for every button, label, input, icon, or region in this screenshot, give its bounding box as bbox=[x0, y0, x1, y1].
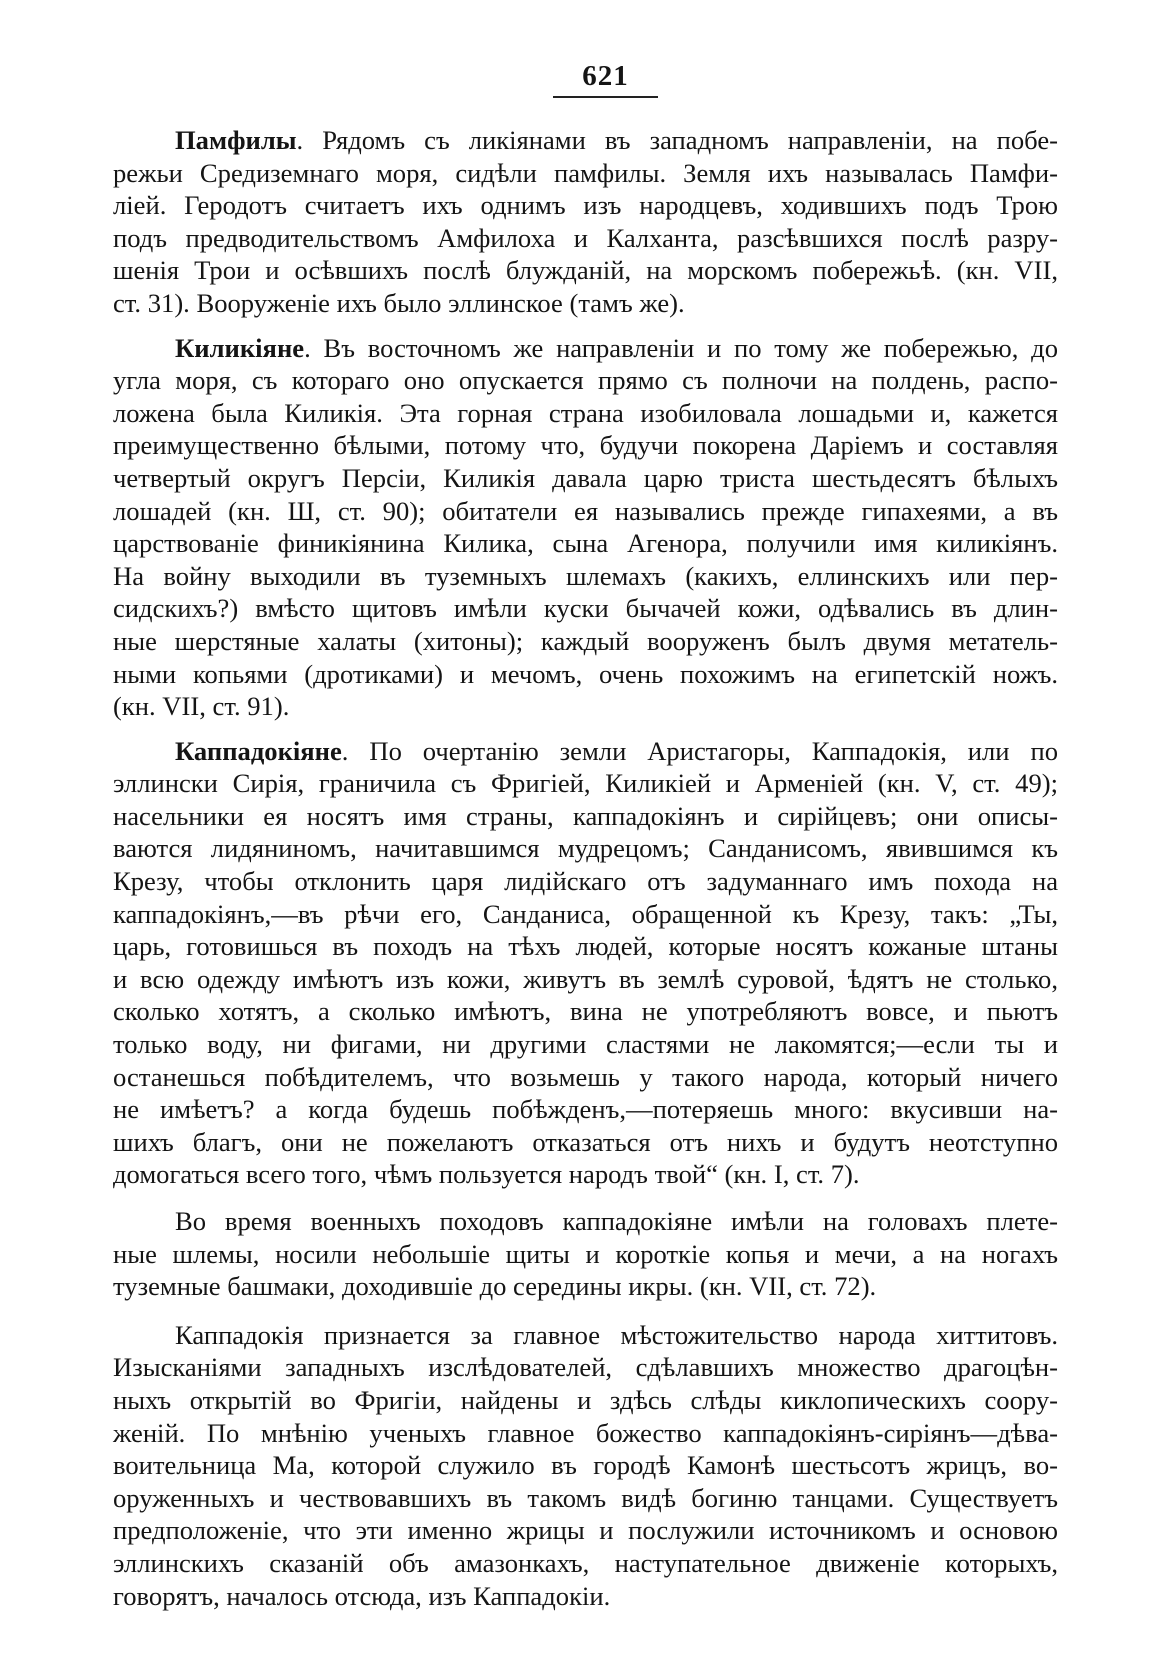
line-text: ліей. Геродотъ считаетъ ихъ однимъ изъ народцевъ, ходившихъ подъ Трою bbox=[113, 190, 1058, 221]
text-line bbox=[113, 930, 1058, 963]
text-line bbox=[113, 865, 1058, 898]
text-line bbox=[113, 1093, 1058, 1126]
line-text: Крезу, чтобы отклонить царя лидійскаго отъ задуманнаго имъ похода на bbox=[113, 866, 1058, 897]
line-text: не имѣетъ? а когда будешь побѣжденъ,—потеряешь много: вкусивши на- bbox=[113, 1094, 1058, 1125]
text-line bbox=[113, 157, 1058, 190]
line-text: ные шерстяные халаты (хитоны); каждый вооруженъ былъ двумя метатель- bbox=[113, 625, 1058, 656]
text-line bbox=[113, 527, 1058, 560]
line-text: Въ восточномъ же направленіи и по тому же побережью, до bbox=[323, 332, 1058, 363]
text-line bbox=[113, 690, 1058, 723]
line-text: (кн. VII, ст. 91). bbox=[113, 691, 290, 722]
line-text: туземные башмаки, доходившіе до середины икры. (кн. VII, ст. 72). bbox=[113, 1271, 877, 1302]
line-text: женій. По мнѣнію ученыхъ главное божество каппадокіянъ-сиріянъ—дѣва- bbox=[113, 1417, 1058, 1448]
text-line bbox=[113, 1319, 1058, 1352]
line-text: угла моря, съ котораго оно опускается прямо съ полночи на полдень, распо- bbox=[113, 365, 1058, 396]
line-text: ложена была Киликія. Эта горная страна изобиловала лошадьми и, кажется bbox=[113, 397, 1058, 428]
paragraph bbox=[113, 1205, 1058, 1303]
text-line bbox=[113, 1514, 1058, 1547]
page-number-rule bbox=[553, 96, 658, 98]
text-line bbox=[113, 429, 1058, 462]
text-line bbox=[113, 1417, 1058, 1450]
paragraph bbox=[113, 124, 1058, 320]
text-line bbox=[113, 592, 1058, 625]
line-text: четвертый округъ Персіи, Киликія давала царю триста шестьдесятъ бѣлыхъ bbox=[113, 462, 1058, 493]
line-text: царствованіе финикіянина Килика, сына Агенора, получили имя киликіянъ. bbox=[113, 528, 1058, 559]
line-text: Рядомъ съ ликіянами въ западномъ направленіи, на побе- bbox=[322, 125, 1059, 155]
text-line bbox=[113, 1270, 1058, 1303]
text-body bbox=[113, 124, 1058, 1612]
text-line bbox=[113, 1482, 1058, 1515]
line-text: эллински Сирія, граничила съ Фригіей, Киликіей и Арменіей (кн. V, ст. 49); bbox=[113, 768, 1058, 799]
section-heading: Памфилы bbox=[175, 125, 297, 155]
line-text: ст. 31). Вооруженіе ихъ было эллинское (тамъ же). bbox=[113, 287, 685, 318]
line-text: царь, готовишься въ походъ на тѣхъ людей, которые носятъ кожаные штаны bbox=[113, 931, 1058, 962]
text-line: Каппадокіяне. По очертанію земли Аристагоры, Каппадокія, или по bbox=[175, 735, 1058, 766]
text-line bbox=[113, 1238, 1058, 1271]
line-text: останешься побѣдителемъ, что возьмешь у такого народа, который ничего bbox=[113, 1061, 1058, 1092]
text-line bbox=[113, 495, 1058, 528]
text-line bbox=[113, 1580, 1058, 1613]
text-line bbox=[113, 832, 1058, 865]
book-page bbox=[113, 58, 1058, 1612]
text-line bbox=[113, 995, 1058, 1028]
line-text: каппадокіянъ,—въ рѣчи его, Санданиса, обращенной къ Крезу, такъ: „Ты, bbox=[113, 898, 1058, 929]
line-text: и всю одежду имѣютъ изъ кожи, живутъ въ землѣ суровой, ѣдятъ не столько, bbox=[113, 963, 1058, 994]
line-text: сидскихъ?) вмѣсто щитовъ имѣли куски бычачей кожи, одѣвались въ длин- bbox=[113, 593, 1058, 624]
page-number: 621 bbox=[582, 60, 629, 92]
line-text: Во время военныхъ походовъ каппадокіяне имѣли на головахъ плете- bbox=[175, 1206, 1058, 1236]
line-text: говорятъ, началось отсюда, изъ Каппадокіи. bbox=[113, 1580, 611, 1611]
text-line bbox=[113, 287, 1058, 320]
paragraph bbox=[113, 1319, 1058, 1612]
line-text: Каппадокія признается за главное мѣстожительство народа хиттитовъ. bbox=[175, 1319, 1058, 1350]
text-line bbox=[113, 898, 1058, 931]
line-text: домогаться всего того, чѣмъ пользуется народъ твой“ (кн. I, ст. 7). bbox=[113, 1159, 860, 1190]
line-text: воительница Ма, которой служило въ городѣ Камонѣ шестьсотъ жрицъ, во- bbox=[113, 1450, 1058, 1481]
text-line bbox=[113, 1384, 1058, 1417]
text-line bbox=[113, 189, 1058, 222]
line-text: предположеніе, что эти именно жрицы и послужили источникомъ и основою bbox=[113, 1515, 1058, 1546]
text-line bbox=[113, 222, 1058, 255]
text-line bbox=[113, 625, 1058, 658]
line-text: эллинскихъ сказаній объ амазонкахъ, наступательное движеніе которыхъ, bbox=[113, 1547, 1058, 1578]
line-text: ные шлемы, носили небольшіе щиты и короткіе копья и мечи, а на ногахъ bbox=[113, 1238, 1058, 1269]
text-line bbox=[113, 560, 1058, 593]
line-text: Изысканіями западныхъ изслѣдователей, сдѣлавшихъ множество драгоцѣн- bbox=[113, 1352, 1058, 1383]
line-text: режьи Средиземнаго моря, сидѣли памфилы. Земля ихъ называлась Памфи- bbox=[113, 157, 1058, 188]
line-text: только воду, ни фигами, ни другими сластями не лакомятся;—если ты и bbox=[113, 1029, 1058, 1060]
text-line: Киликіяне. Въ восточномъ же направленіи и по тому же побережью, до bbox=[175, 332, 1058, 363]
text-line bbox=[113, 767, 1058, 800]
line-text: подъ предводительствомъ Амфилоха и Калханта, разсѣвшихся послѣ разру- bbox=[113, 222, 1058, 253]
paragraph bbox=[113, 332, 1058, 723]
line-text: лошадей (кн. Ш, ст. 90); обитатели ея назывались прежде гипахеями, а въ bbox=[113, 495, 1058, 526]
section-heading: Каппадокіяне bbox=[175, 735, 342, 766]
text-line bbox=[113, 1126, 1058, 1159]
line-text: На войну выходили въ туземныхъ шлемахъ (какихъ, еллинскихъ или пер- bbox=[113, 560, 1058, 591]
line-text: ными копьями (дротиками) и мечомъ, очень похожимъ на египетскій ножъ. bbox=[113, 658, 1058, 689]
line-text: насельники ея носятъ имя страны, каппадокіянъ и сирійцевъ; они описы- bbox=[113, 800, 1058, 831]
text-line bbox=[113, 963, 1058, 996]
section-heading: Киликіяне bbox=[175, 332, 305, 363]
text-line bbox=[113, 364, 1058, 397]
text-line bbox=[113, 1061, 1058, 1094]
line-text: преимущественно бѣлыми, потому что, будучи покорена Даріемъ и составляя bbox=[113, 430, 1058, 461]
text-line bbox=[113, 1028, 1058, 1061]
text-line bbox=[113, 1158, 1058, 1191]
line-text: ваются лидяниномъ, начитавшимся мудрецомъ; Санданисомъ, явившимся къ bbox=[113, 833, 1058, 864]
text-line bbox=[113, 658, 1058, 691]
text-line bbox=[113, 254, 1058, 287]
text-line bbox=[113, 1547, 1058, 1580]
text-line bbox=[113, 462, 1058, 495]
text-line bbox=[113, 397, 1058, 430]
line-text: ныхъ открытій во Фригіи, найдены и здѣсь слѣды киклопическихъ соору- bbox=[113, 1384, 1058, 1415]
text-line: Памфилы. Рядомъ съ ликіянами въ западномъ направленіи, на побе- bbox=[175, 125, 1059, 155]
text-line bbox=[113, 1351, 1058, 1384]
text-line bbox=[113, 1449, 1058, 1482]
line-text: шихъ благъ, они не пожелаютъ отказаться отъ нихъ и будутъ неотступно bbox=[113, 1126, 1058, 1157]
paragraph bbox=[113, 735, 1058, 1191]
line-text: сколько хотятъ, а сколько имѣютъ, вина не употребляютъ вовсе, и пьютъ bbox=[113, 996, 1058, 1027]
line-text: оруженныхъ и чествовавшихъ въ такомъ видѣ богиню танцами. Существуетъ bbox=[113, 1482, 1058, 1513]
line-text: По очертанію земли Аристагоры, Каппадокія, или по bbox=[369, 735, 1058, 766]
text-line bbox=[113, 1205, 1058, 1238]
text-line bbox=[113, 800, 1058, 833]
line-text: шенія Трои и осѣвшихъ послѣ блужданій, на морскомъ побережьѣ. (кн. VII, bbox=[113, 255, 1058, 286]
